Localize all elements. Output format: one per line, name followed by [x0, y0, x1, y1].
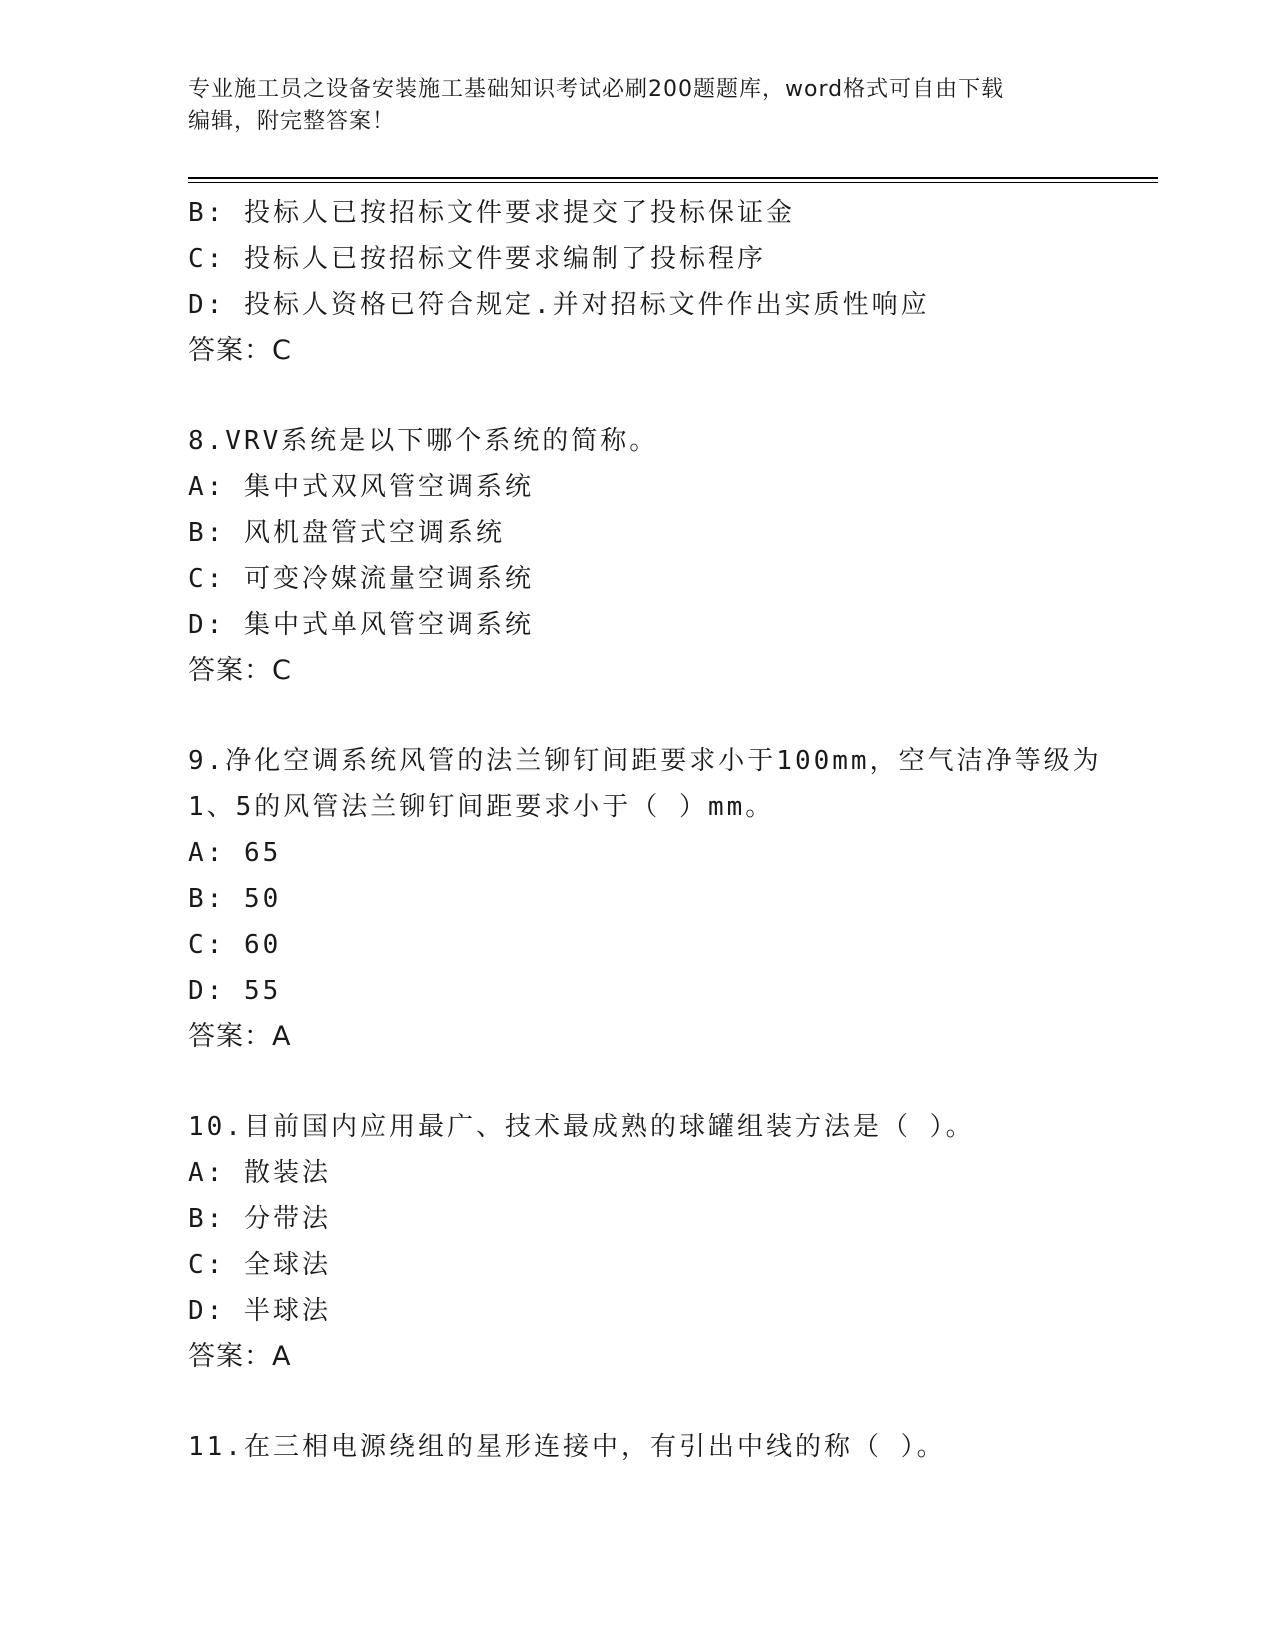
question-title: 11.在三相电源绕组的星形连接中，有引出中线的称（ ）。	[188, 1432, 946, 1462]
question-11-block	[188, 1424, 1148, 1470]
option-d: D: 55	[188, 976, 282, 1006]
spacer	[188, 1060, 1148, 1104]
question-title-line-1: 9.净化空调系统风管的法兰铆钉间距要求小于100mm，空气洁净等级为	[188, 746, 1102, 776]
option-c: C: 全球法	[188, 1250, 331, 1280]
question-title-line-2: 1、5的风管法兰铆钉间距要求小于（ ）mm。	[188, 792, 775, 822]
option-c: C: 投标人已按招标文件要求编制了投标程序	[188, 244, 766, 274]
spacer	[188, 374, 1148, 418]
header-line-1: 专业施工员之设备安装施工基础知识考试必刷200题题库，word格式可自由下载	[188, 77, 1005, 102]
question-8-block	[188, 418, 1148, 694]
option-c: C: 60	[188, 930, 282, 960]
option-d: D: 集中式单风管空调系统	[188, 610, 534, 640]
option-b: B: 投标人已按招标文件要求提交了投标保证金	[188, 198, 795, 228]
option-a: A: 65	[188, 838, 282, 868]
header-line-2: 编辑，附完整答案！	[188, 109, 396, 134]
option-d: D: 投标人资格已符合规定.并对招标文件作出实质性响应	[188, 290, 930, 320]
question-7-block	[188, 190, 1148, 374]
option-b: B: 风机盘管式空调系统	[188, 518, 505, 548]
question-10-block	[188, 1104, 1148, 1380]
option-a: A: 散装法	[188, 1158, 331, 1188]
option-b: B: 分带法	[188, 1204, 331, 1234]
question-title: 8.VRV系统是以下哪个系统的简称。	[188, 426, 659, 456]
option-c: C: 可变冷媒流量空调系统	[188, 564, 534, 594]
question-title: 10.目前国内应用最广、技术最成熟的球罐组装方法是（ ）。	[188, 1112, 975, 1142]
spacer	[188, 694, 1148, 738]
answer-line: 答案：C	[188, 335, 292, 366]
answer-line: 答案：A	[188, 1021, 292, 1052]
spacer	[188, 1380, 1148, 1424]
header-divider-thick	[188, 177, 1158, 179]
answer-line: 答案：A	[188, 1341, 292, 1372]
question-content	[188, 190, 1148, 1470]
option-a: A: 集中式双风管空调系统	[188, 472, 534, 502]
header-divider-thin	[188, 182, 1158, 183]
question-9-block	[188, 738, 1148, 1060]
option-b: B: 50	[188, 884, 282, 914]
answer-line: 答案：C	[188, 655, 292, 686]
document-header	[188, 74, 1078, 138]
option-d: D: 半球法	[188, 1296, 331, 1326]
